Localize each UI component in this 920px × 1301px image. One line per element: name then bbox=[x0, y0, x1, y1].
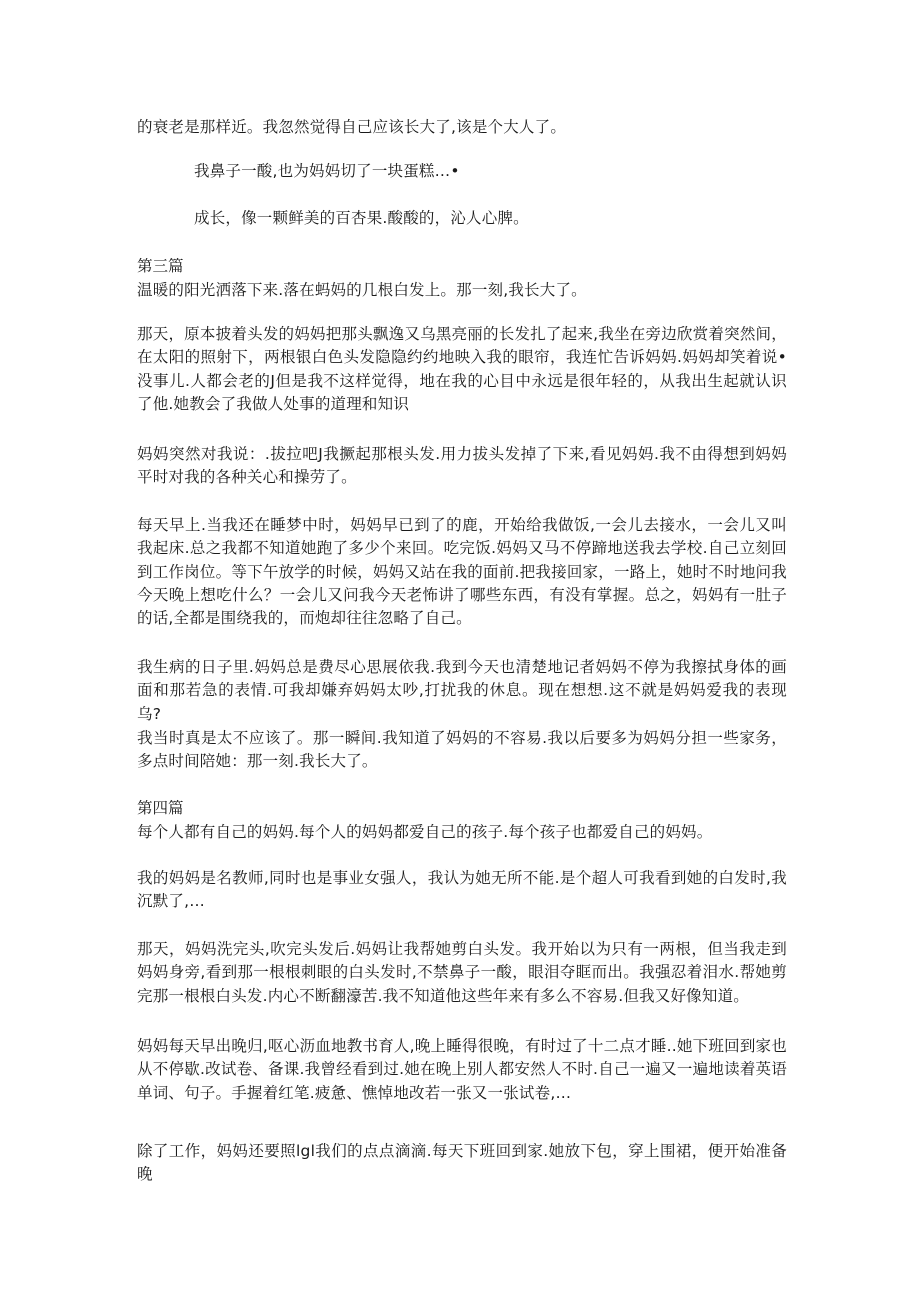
paragraph-s3-5: 我生病的日子里.妈妈总是费尽心思展依我.我到今天也清楚地记者妈妈不停为我擦拭身体的画面和那若急的表情.可我却嫌弃妈妈太吵,打扰我的休息。现在想想.这不就是妈妈爱我的表现乌? bbox=[137, 658, 787, 723]
paragraph-intro-tail: 的衰老是那样近。我忽然觉得自己应该长大了,该是个大人了。 bbox=[137, 118, 567, 136]
paragraph-s4-1: 每个人都有自己的妈妈.每个人的妈妈都爱自己的孩子.每个孩子也都爱自己的妈妈。 bbox=[137, 823, 713, 841]
paragraph-s3-2: 那天，原本披着头发的妈妈把那头飘逸又乌黑亮丽的长发扎了起来,我坐在旁边欣赏着突然间，在太阳的照射下，两根银白色头发隐隐约约地映入我的眼帘，我连忙告诉妈妈.妈妈却笑着说•没事儿.人都会老的J但是我不这样觉得，地在我的心目中永远是很年轻的，从我出生起就认识了他.她教会了我做人处事的道理和知识 bbox=[137, 325, 787, 413]
paragraph-s4-5: 除了工作，妈妈还要照lgl我们的点点滴滴.每天下班回到家.她放下包，穿上围裙，便开始准备晚 bbox=[137, 1142, 787, 1184]
paragraph-s3-6: 我当时真是太不应该了。那一瞬间.我知道了妈妈的不容易.我以后要多为妈妈分担一些家务，多点时间陪她：那一刻.我长大了。 bbox=[137, 729, 787, 771]
paragraph-s3-4: 每天早上.当我还在睡梦中时，妈妈早已到了的鹿，开始给我做饭,一会儿去接水，一会儿又叫我起床.总之我都不知道她跑了多少个来回。吃完饭.妈妈又马不停蹄地送我去学校.自己立刻回到工作岗位。等下午放学的时候，妈妈又站在我的面前.把我接回家，一路上，她时不时地问我今天晚上想吃什么？一会儿又问我今天老怖讲了哪些东西，有没有掌握。总之，妈妈有一肚子的话,全都是围绕我的，而炮却往往忽略了自己。 bbox=[137, 516, 787, 628]
paragraph-s4-3: 那天，妈妈洗完头,吹完头发后.妈妈让我帮她剪白头发。我开始以为只有一两根，但当我走到妈妈身旁,看到那一根根刺眼的白头发时,不禁鼻子一酸，眼泪夺眶而出。我强忍着泪水.帮她剪完那一根根白头发.内心不断翻濠苦.我不知道他这些年来有多么不容易.但我又好像知道。 bbox=[137, 940, 787, 1005]
paragraph-nose: 我鼻子一酸,也为妈妈切了一块蛋糕…• bbox=[194, 162, 460, 180]
paragraph-growth: 成长，像一颗鲜美的百杏果.酸酸的，沁人心脾。 bbox=[194, 209, 529, 227]
section-title-3: 第三篇 bbox=[137, 257, 184, 275]
paragraph-s3-3: 妈妈突然对我说：.拔拉吧J我撅起那根头发.用力拔头发掉了下来,看见妈妈.我不由得想到妈妈平时对我的各种关心和操劳了。 bbox=[137, 445, 787, 487]
paragraph-s3-1: 温暖的阳光洒落下来.落在蚂妈的几根白发上。那一刻,我长大了。 bbox=[137, 281, 587, 299]
section-title-4: 第四篇 bbox=[137, 799, 184, 817]
paragraph-s4-2: 我的妈妈是名教师,同时也是事业女强人，我认为她无所不能.是个超人可我看到她的白发时,我沉默了,… bbox=[137, 869, 787, 911]
paragraph-s4-4: 妈妈每天早出晚归,呕心沥血地教书育人,晚上睡得很晚，有时过了十二点才睡..她下班回到家也从不停歇.改试卷、备课.我曾经看到过.她在晚上别人都安然人不时.自己一遍又一遍地读着英语单词、句子。手握着红笔.疲惫、憔悼地改若一张又一张试卷,… bbox=[137, 1037, 787, 1102]
